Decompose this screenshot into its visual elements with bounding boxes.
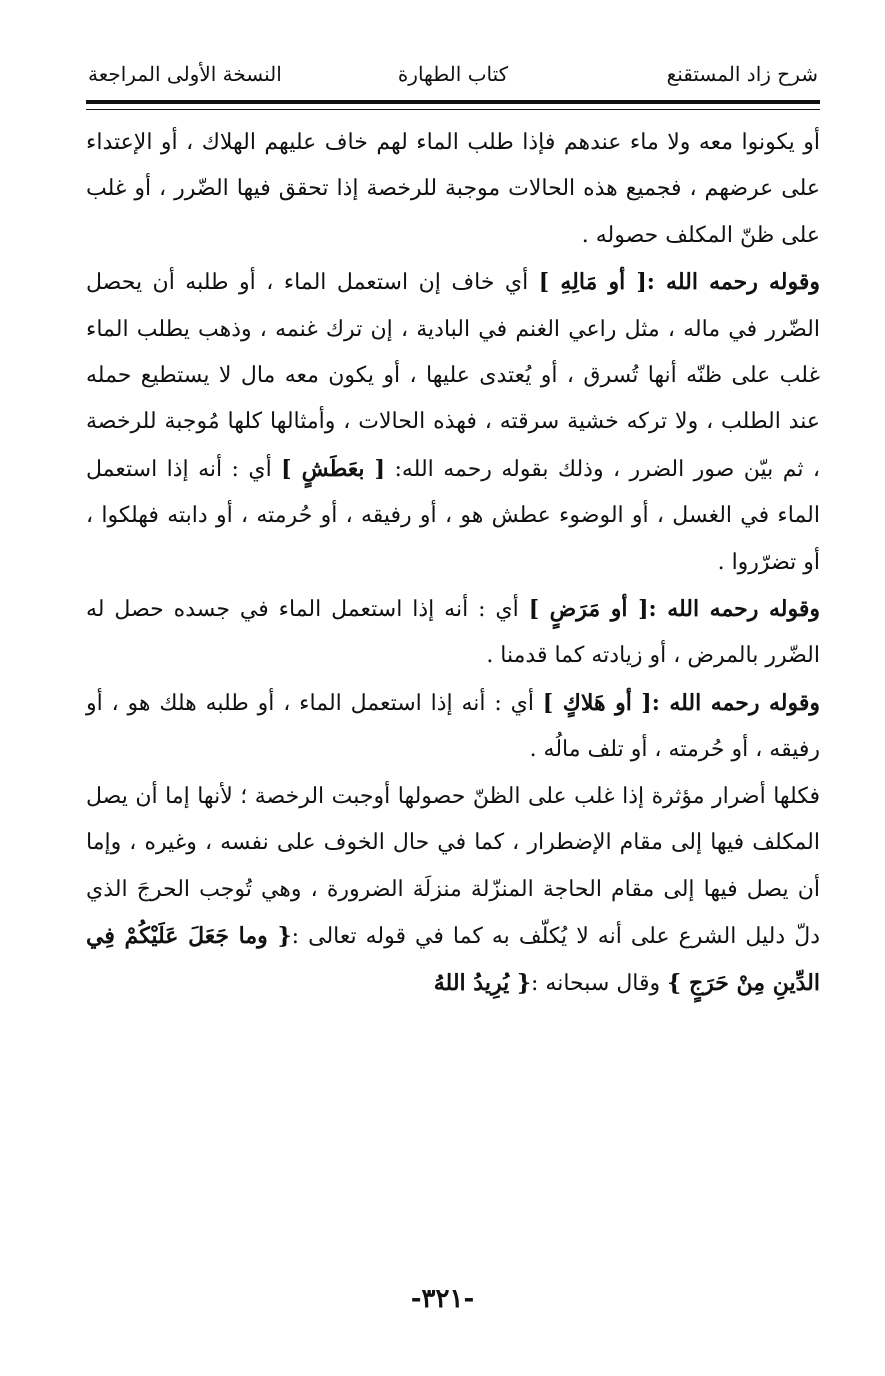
bold-text-segment: [ أو هَلاكٍ ]: [542, 689, 652, 716]
bold-text-segment: وقوله رحمه الله :: [648, 596, 820, 623]
paragraph: [86, 774, 820, 1008]
text-segment: وقال سبحانه :: [531, 971, 668, 997]
text-segment: أي : أنه إذا استعمل الماء في جسده حصل له الضّرر بالمرض ، أو زيادته كما قدمنا .: [86, 597, 820, 669]
paragraph: [86, 120, 820, 259]
paragraph: [86, 680, 820, 774]
header-rule-thick: [86, 100, 820, 104]
paragraph: [86, 259, 820, 586]
text-segment: أي : أنه إذا استعمل الماء ، أو طلبه هلك هو ، أو رفيقه ، أو حُرمته ، أو تلف مالُه .: [86, 690, 820, 763]
bold-text-segment: { وما جَعَلَ عَلَيْكُمْ فِي الدِّينِ مِنْ حَرَجٍ }: [86, 922, 820, 997]
text-segment: أو يكونوا معه ولا ماء عندهم فإذا طلب الماء لهم خاف عليهم الهلاك ، أو الإعتداء على عرضهم ، فجميع هذه الحالات موجبة للرخصة إذا تحقق فيها الضّرر ، أو غلب على ظنّ المكلف حصوله .: [86, 130, 820, 248]
text-segment: أي خاف إن استعمل الماء ، أو طلبه أن يحصل الضّرر في ماله ، مثل راعي الغنم في البادية ، إن ترك غنمه ، وذهب يطلب الماء غلب على ظنّه أنها تُسرق ، أو يُعتدى عليها ، أو يكون معه مال لا يستطيع حمله عند الطلب ، ولا تركه خشية سرقته ، فهذه الحالات ، وأمثالها كلها مُوجبة للرخصة ، ثم بيّن صور الضرر ، وذلك بقوله رحمه الله:: [86, 270, 820, 482]
bold-text-segment: [ بعَطَشٍ ]: [281, 455, 386, 482]
header-chapter-title: كتاب الطهارة: [397, 62, 509, 86]
body-text: [86, 120, 820, 1008]
header-book-title: شرح زاد المستقنع: [666, 62, 818, 86]
bold-text-segment: [ أو مَرَضٍ ]: [528, 596, 649, 623]
text-segment: أي : أنه إذا استعمل الماء في الغسل ، أو الوضوء عطش هو ، أو رفيقه ، أو حُرمته ، أو دابته فهلكوا ، أو تضرّروا .: [86, 456, 820, 575]
header-edition-note: النسخة الأولى المراجعة: [88, 62, 282, 86]
bold-text-segment: { يُرِيدُ اللهُ: [433, 970, 532, 997]
running-header: [88, 58, 818, 94]
text-segment: فكلها أضرار مؤثرة إذا غلب على الظنّ حصولها أوجبت الرخصة ؛ لأنها إما أن يصل المكلف فيها إلى مقام الإضطرار ، كما في حال الخوف على نفسه ، وغيره ، وإما أن يصل فيها إلى مقام الحاجة المنزّلة منزلَة الضرورة ، وهي تُوجب الحرجَ الذي دلّ دليل الشرع على أنه لا يُكلّف به كما في قوله تعالى :: [86, 783, 820, 949]
bold-text-segment: وقوله رحمه الله :: [651, 689, 820, 716]
paragraph: [86, 586, 820, 680]
header-rule-thin: [86, 109, 820, 110]
page-number: -٣٢١-: [410, 1284, 475, 1314]
bold-text-segment: وقوله رحمه الله :: [646, 269, 821, 296]
bold-text-segment: [ أو مَالِهِ ]: [538, 269, 647, 296]
